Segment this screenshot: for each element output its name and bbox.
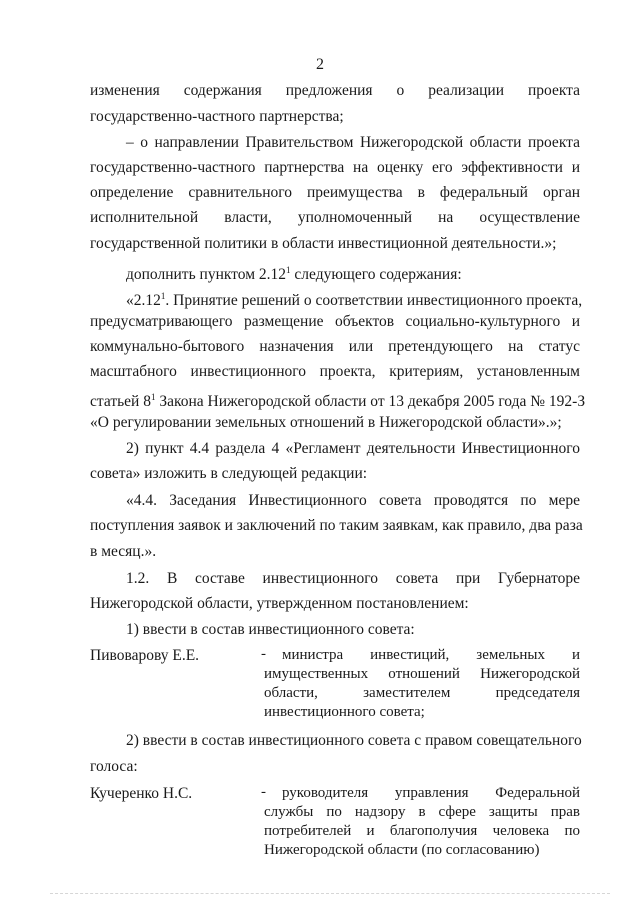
text-line bbox=[126, 260, 580, 285]
member-dash: - bbox=[261, 784, 266, 800]
superscript: 1 bbox=[286, 265, 291, 275]
text-line: масштабного инвестиционного проекта, критериям, установленным bbox=[90, 363, 580, 380]
text-fragment: статьей 8 bbox=[90, 393, 151, 411]
text-line bbox=[90, 387, 586, 412]
text-line: «4.4. Заседания Инвестиционного совета проводятся по мере bbox=[126, 492, 580, 509]
text-line: 2) ввести в состав инвестиционного совета с правом совещательного bbox=[126, 732, 582, 749]
member-description-line: области, заместителем председателя bbox=[264, 685, 580, 701]
text-line: голоса: bbox=[90, 758, 138, 775]
text-line: 2) пункт 4.4 раздела 4 «Регламент деятельности Инвестиционного bbox=[126, 440, 580, 457]
member-description bbox=[264, 784, 580, 860]
text-line: предусматривающего размещение объектов социально-культурного и bbox=[90, 313, 580, 330]
member-description-line: потребителей и благополучия человека по bbox=[264, 823, 580, 839]
member-description-line: службы по надзору в сфере защиты прав bbox=[264, 804, 580, 820]
member-description-line: инвестиционного совета; bbox=[264, 704, 425, 720]
member-description bbox=[264, 646, 580, 722]
text-line bbox=[126, 286, 583, 311]
text-line: коммунально-бытового назначения или претендующего на статус bbox=[90, 338, 580, 355]
text-line: государственно-частного партнерства на оценку его эффективности и bbox=[90, 159, 580, 176]
text-line: изменения содержания предложения о реализации проекта bbox=[90, 82, 580, 99]
text-fragment: Закона Нижегородской области от 13 декабря 2005 года № 192-З bbox=[155, 393, 586, 411]
member-name: Пивоварову Е.Е. bbox=[90, 647, 200, 664]
text-line: совета» изложить в следующей редакции: bbox=[90, 465, 368, 482]
text-line: – о направлении Правительством Нижегородской области проекта bbox=[126, 134, 580, 151]
text-line: Нижегородской области, утвержденном постановлением: bbox=[90, 595, 469, 612]
member-description-line: Нижегородской области (по согласованию) bbox=[264, 842, 540, 858]
text-line: «О регулировании земельных отношений в Нижегородской области».»; bbox=[90, 414, 562, 431]
member-description-line: руководителя управления Федеральной bbox=[282, 785, 580, 801]
superscript: 1 bbox=[150, 392, 156, 402]
page-number: 2 bbox=[316, 56, 324, 73]
text-line: поступления заявок и заключений по таким заявкам, как правило, два раза bbox=[90, 517, 583, 534]
member-name: Кучеренко Н.С. bbox=[90, 785, 193, 802]
text-line: определение сравнительного преимущества в федеральный орган bbox=[90, 184, 580, 201]
scan-artifact bbox=[50, 893, 610, 896]
text-line: государственно-частного партнерства; bbox=[90, 108, 344, 125]
member-description-line: министра инвестиций, земельных и bbox=[282, 647, 580, 663]
text-fragment: следующего содержания: bbox=[290, 266, 462, 284]
superscript: 1 bbox=[160, 291, 166, 301]
text-line: в месяц.». bbox=[90, 543, 157, 560]
text-fragment: . Принятие решений о соответствии инвестиционного проекта, bbox=[165, 292, 583, 310]
text-fragment: дополнить пунктом 2.12 bbox=[126, 266, 287, 284]
text-fragment: «2.12 bbox=[126, 292, 161, 310]
text-line: 1) ввести в состав инвестиционного совета: bbox=[126, 621, 415, 638]
member-description-line: имущественных отношений Нижегородской bbox=[264, 666, 580, 682]
text-line: государственной политики в области инвестиционной деятельности.»; bbox=[90, 235, 557, 252]
text-line: 1.2. В составе инвестиционного совета при Губернаторе bbox=[126, 570, 580, 587]
text-line: исполнительной власти, уполномоченный на осуществление bbox=[90, 209, 580, 226]
member-dash: - bbox=[261, 646, 266, 662]
